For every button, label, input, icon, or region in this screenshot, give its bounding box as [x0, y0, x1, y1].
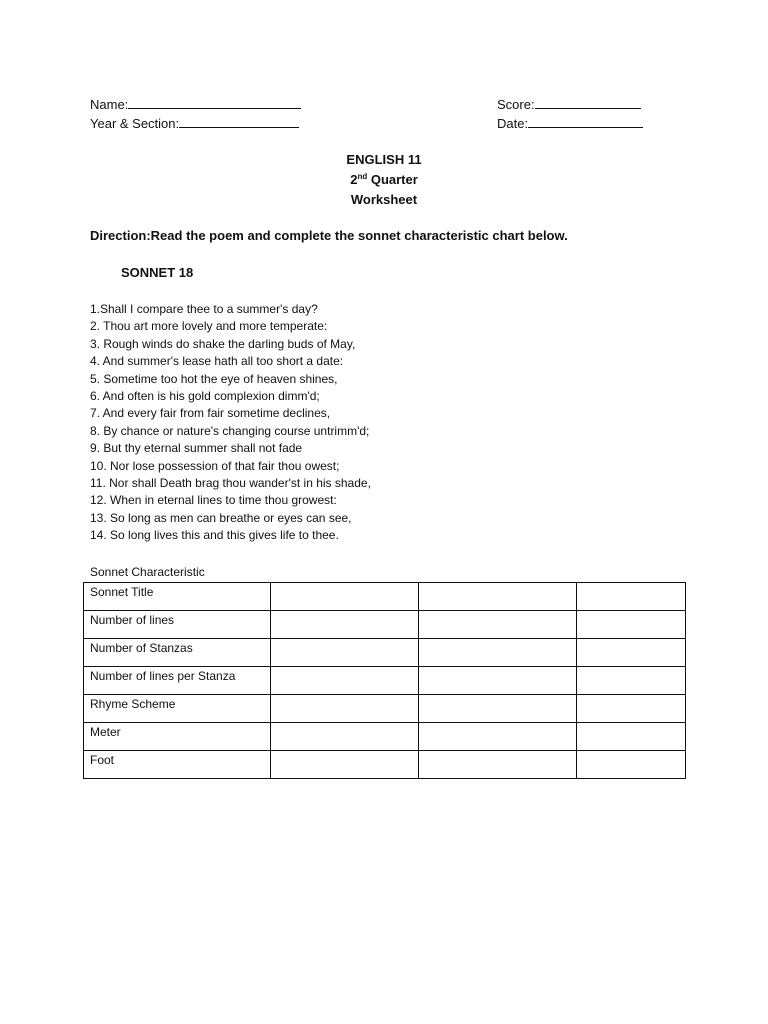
poem-line: 12. When in eternal lines to time thou growest: [90, 493, 337, 508]
quarter-title [0, 170, 768, 190]
poem-line: 13. So long as men can breathe or eyes can see, [90, 510, 352, 525]
row-label: Number of lines per Stanza [84, 667, 271, 695]
worksheet-header [0, 150, 768, 210]
answer-cell[interactable] [577, 751, 686, 779]
table-row [84, 695, 686, 723]
table-row [84, 723, 686, 751]
quarter-word: Quarter [367, 172, 418, 187]
poem-line: 14. So long lives this and this gives life to thee. [90, 528, 339, 543]
direction-text: Direction:Read the poem and complete the sonnet characteristic chart below. [90, 228, 568, 243]
score-label: Score: [497, 97, 535, 112]
table-row [84, 639, 686, 667]
answer-cell[interactable] [419, 695, 577, 723]
poem-line: 3. Rough winds do shake the darling buds of May, [90, 336, 356, 351]
row-label: Foot [84, 751, 271, 779]
answer-cell[interactable] [271, 751, 419, 779]
answer-cell[interactable] [271, 639, 419, 667]
poem-line: 8. By chance or nature's changing course untrimm'd; [90, 423, 370, 438]
answer-cell[interactable] [577, 611, 686, 639]
row-label: Meter [84, 723, 271, 751]
row-label: Number of lines [84, 611, 271, 639]
poem-line: 7. And every fair from fair sometime declines, [90, 406, 331, 421]
row-label: Number of Stanzas [84, 639, 271, 667]
answer-cell[interactable] [419, 639, 577, 667]
answer-cell[interactable] [577, 695, 686, 723]
answer-cell[interactable] [419, 751, 577, 779]
answer-cell[interactable] [419, 667, 577, 695]
answer-cell[interactable] [419, 723, 577, 751]
poem-line: 6. And often is his gold complexion dimm'd; [90, 389, 320, 404]
row-label: Sonnet Title [84, 583, 271, 611]
name-blank[interactable] [128, 95, 301, 109]
answer-cell[interactable] [577, 583, 686, 611]
answer-cell[interactable] [271, 695, 419, 723]
name-field [90, 95, 301, 113]
poem-line: 4. And summer's lease hath all too short a date: [90, 354, 344, 369]
answer-cell[interactable] [271, 723, 419, 751]
chart-caption: Sonnet Characteristic [90, 565, 205, 579]
answer-cell[interactable] [577, 723, 686, 751]
answer-cell[interactable] [419, 583, 577, 611]
year-section-field [90, 114, 299, 132]
poem [90, 301, 371, 545]
score-field [497, 95, 641, 113]
date-blank[interactable] [528, 114, 643, 128]
poem-line: 9. But thy eternal summer shall not fade [90, 441, 303, 456]
poem-line: 10. Nor lose possession of that fair thou owest; [90, 458, 340, 473]
poem-line: 2. Thou art more lovely and more temperate: [90, 319, 328, 334]
poem-line: 1.Shall I compare thee to a summer's day? [90, 302, 318, 316]
poem-line: 5. Sometime too hot the eye of heaven shines, [90, 371, 338, 386]
row-label: Rhyme Scheme [84, 695, 271, 723]
answer-cell[interactable] [271, 667, 419, 695]
sonnet-characteristic-chart [83, 582, 686, 779]
year-section-label: Year & Section: [90, 116, 180, 131]
score-blank[interactable] [535, 95, 641, 109]
answer-cell[interactable] [271, 583, 419, 611]
answer-cell[interactable] [577, 667, 686, 695]
course-title: ENGLISH 11 [346, 152, 422, 167]
table-row [84, 583, 686, 611]
date-label: Date: [497, 116, 529, 131]
poem-line: 11. Nor shall Death brag thou wander'st in his shade, [90, 476, 371, 491]
year-section-blank[interactable] [179, 114, 299, 128]
doc-type-title: Worksheet [350, 192, 418, 207]
table-row [84, 751, 686, 779]
table-row [84, 611, 686, 639]
answer-cell[interactable] [271, 611, 419, 639]
date-field [497, 114, 643, 132]
sonnet-title: SONNET 18 [121, 265, 194, 280]
answer-cell[interactable] [577, 639, 686, 667]
quarter-number: 2 [350, 172, 358, 187]
quarter-suffix: nd [357, 172, 368, 181]
name-label: Name: [90, 97, 129, 112]
answer-cell[interactable] [419, 611, 577, 639]
table-row [84, 667, 686, 695]
